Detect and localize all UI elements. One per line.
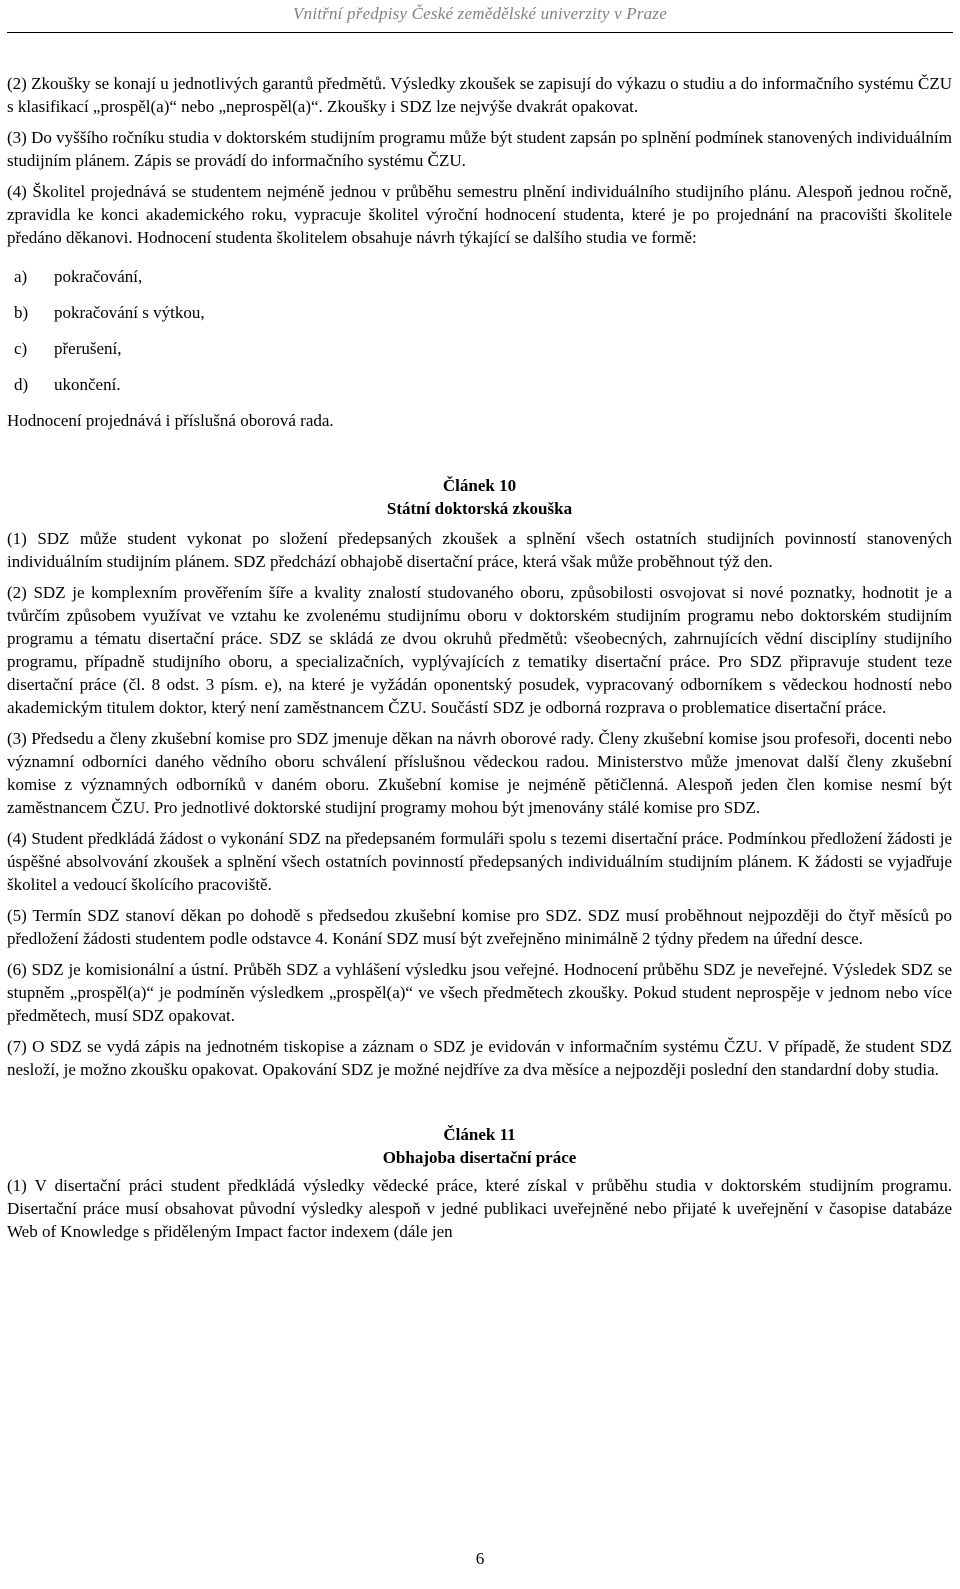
list-item	[7, 373, 952, 396]
article-number: Článek 11	[443, 1125, 516, 1144]
article-number: Článek 10	[442, 476, 517, 495]
list-marker: c)	[14, 339, 28, 358]
running-header: Vnitřní předpisy České zemědělské univerzity v Praze	[293, 4, 667, 23]
header-rule	[7, 32, 953, 33]
list-marker: b)	[14, 303, 29, 322]
article-title: Státní doktorská zkouška	[386, 499, 573, 518]
list-text: přerušení,	[54, 339, 122, 358]
list-item	[7, 301, 952, 324]
article-10-paragraph-5: (5) Termín SDZ stanoví děkan po dohodě s předsedou zkušební komise pro SDZ. SDZ musí proběhnout nejpozději do čtyř měsíců po předložení žádosti studentem podle odstavce 4. Konání SDZ musí být zveřejněno minimálně 2 týdny předem na úřední desce.	[7, 906, 952, 948]
list-text: pokračování s výtkou,	[54, 303, 205, 322]
article-11-paragraph-1: (1) V disertační práci student předkládá výsledky vědecké práce, které získal v průběhu studia v doktorském studijním programu. Disertační práce musí obsahovat původní výsledky alespoň v jedné publikaci uveřejněné nebo přijaté k uveřejnění v časopise databáze Web of Knowledge s přiděleným Impact factor indexem (dále jen	[7, 1176, 952, 1241]
article-10-paragraph-6: (6) SDZ je komisionální a ústní. Průběh SDZ a vyhlášení výsledku jsou veřejné. Hodnocení průběhu SDZ je neveřejné. Výsledek SDZ se stupněm „prospěl(a)“ je podmíněn výsledkem „prospěl(a)“ ve všech předmětech zkoušky. Pokud student neprospěje v jednom nebo více předmětech, musí SDZ opakovat.	[7, 960, 952, 1025]
paragraph-4: (4) Školitel projednává se studentem nejméně jednou v průběhu semestru plnění individuálního studijního plánu. Alespoň jednou ročně, zpravidla ke konci akademického roku, vypracuje školitel výroční hodnocení studenta, které je po projednání na pracovišti školitele předáno děkanovi. Hodnocení studenta školitelem obsahuje návrh týkající se dalšího studia ve formě:	[7, 182, 952, 247]
article-10-paragraph-7: (7) O SDZ se vydá zápis na jednotném tiskopise a záznam o SDZ je evidován v informačním systému ČZU. V případě, že student SDZ nesloží, je možno zkoušku opakovat. Opakování SDZ je možné nejdříve za dva měsíce a nejpozději poslední den standardní doby studia.	[7, 1037, 952, 1079]
article-10-paragraph-3: (3) Předsedu a členy zkušební komise pro SDZ jmenuje děkan na návrh oborové rady. Členy zkušební komise jsou profesoři, docenti nebo významní odborníci daného vědního oboru schválení příslušnou vědeckou radou. Ministerstvo může jmenovat další členy zkušební komise z významných odborníků v daném oboru. Zkušební komise je nejméně pětičlenná. Alespoň jeden člen komise nesmí být zaměstnancem ČZU. Pro jednotlivé doktorské studijní programy mohou být jmenovány stálé komise pro SDZ.	[7, 729, 952, 817]
article-10-paragraph-2: (2) SDZ je komplexním prověřením šíře a kvality znalostí studovaného oboru, způsobilosti osvojovat si nové poznatky, hodnotit je a tvůrčím způsobem využívat ve vztahu ke zvolenému studijnímu oboru v doktorském studijním programu nebo doktorském studijním programu a tématu disertační práce. SDZ se skládá ze dvou okruhů předmětů: všeobecných, zahrnujících vědní disciplíny studijního programu, případně studijního oboru, a specializačních, vyplývajících z tematiky disertační práce. Pro SDZ připravuje student teze disertační práce (čl. 8 odst. 3 písm. e), na které je vyžádán oponentský posudek, vypracovaný odborníkem s vědeckou hodností nebo akademickým titulem doktor, který není zaměstnancem ČZU. Součástí SDZ je odborná rozprava o problematice disertační práce.	[7, 583, 952, 717]
article-10-paragraph-1: (1) SDZ může student vykonat po složení předepsaných zkoušek a splnění všech ostatních studijních povinností stanovených individuálním studijním plánem. SDZ předchází obhajobě disertační práce, která však může proběhnout týž den.	[7, 529, 952, 571]
list-marker: d)	[14, 375, 29, 394]
list-marker: a)	[14, 267, 28, 286]
page-content	[7, 72, 952, 1251]
closing-sentence: Hodnocení projednává i příslušná oborová rada.	[7, 411, 334, 430]
page-number: 6	[475, 1549, 485, 1568]
list-text: pokračování,	[54, 267, 143, 286]
article-title: Obhajoba disertační práce	[382, 1148, 577, 1167]
article-10-paragraph-4: (4) Student předkládá žádost o vykonání SDZ na předepsaném formuláři spolu s tezemi disertační práce. Podmínkou předložení žádosti je úspěšné absolvování zkoušek a splnění všech ostatních povinností předepsaných individuálním studijním plánem. K žádosti se vyjadřuje školitel a vedoucí školícího pracoviště.	[7, 829, 952, 894]
list-item	[7, 265, 952, 288]
paragraph-2: (2) Zkoušky se konají u jednotlivých garantů předmětů. Výsledky zkoušek se zapisují do výkazu o studiu a do informačního systému ČZU s klasifikací „prospěl(a)“ nebo „neprospěl(a)“. Zkoušky i SDZ lze nejvýše dvakrát opakovat.	[7, 74, 952, 116]
evaluation-options-list	[7, 265, 952, 396]
article-10-heading	[7, 474, 952, 520]
paragraph-3: (3) Do vyššího ročníku studia v doktorském studijním programu může být student zapsán po splnění podmínek stanovených individuálním studijním plánem. Zápis se provádí do informačního systému ČZU.	[7, 128, 952, 170]
article-11-heading	[7, 1123, 952, 1169]
list-item	[7, 337, 952, 360]
list-text: ukončení.	[54, 375, 121, 394]
